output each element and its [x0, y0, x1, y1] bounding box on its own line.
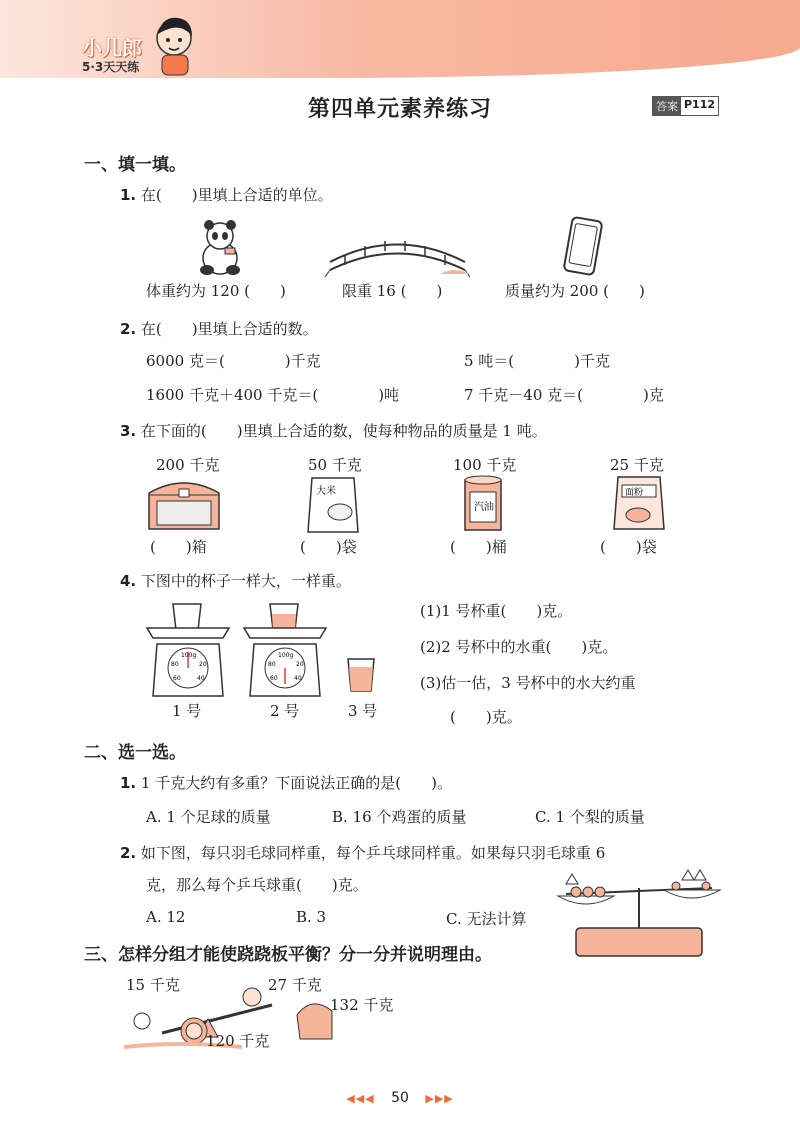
dial-mark-60-1: 60 [173, 675, 181, 682]
seesaw-weight-120: 120 千克 [206, 1032, 270, 1050]
dial-mark-20-2: 20 [296, 661, 304, 668]
dial-mark-80-1: 80 [171, 661, 179, 668]
s1-q2-text: 在( )里填上合适的数。 [140, 320, 318, 338]
page-number: 50 [391, 1090, 409, 1106]
panda-illustration [195, 218, 245, 278]
q4-sub-2: (2)2 号杯中的水重( )克。 [420, 638, 618, 656]
s2-q1 [120, 772, 452, 793]
s1-q4-text: 下图中的杯子一样大，一样重。 [140, 572, 351, 590]
page-title: 第四单元素养练习 [307, 97, 492, 122]
cup-label-2: 2 号 [270, 702, 300, 720]
s2-q1-num: 1. [120, 774, 137, 792]
oil-barrel-illustration [462, 474, 504, 534]
s2-q1-option-b: B. 16 个鸡蛋的质量 [332, 808, 467, 826]
s2-q1-option-a: A. 1 个足球的质量 [146, 808, 271, 826]
s2-q2 [120, 842, 605, 863]
q2-line-3: 1600 千克＋400 千克＝( )吨 [146, 386, 400, 404]
scale-cup-1 [143, 600, 233, 698]
q2-line-4: 7 千克－40 克＝( )克 [464, 386, 664, 404]
flour-bag-label: 面粉 [625, 488, 644, 498]
brand-logo: 小儿郎 [82, 36, 142, 60]
s1-q2 [120, 318, 318, 339]
rice-bag-illustration [304, 474, 362, 536]
dial-mark-20-1: 20 [199, 661, 207, 668]
q3-blank-rice: ( )袋 [300, 538, 357, 556]
dial-mark-60-2: 60 [270, 675, 278, 682]
s1-q4-num: 4. [120, 572, 137, 590]
s2-q2-text-line1: 如下图，每只羽毛球同样重，每个乒乓球同样重。如果每只羽毛球重 6 [140, 844, 606, 862]
phone-illustration [562, 215, 604, 277]
s2-q2-option-b: B. 3 [296, 908, 327, 926]
seesaw-weight-132: 132 千克 [330, 996, 394, 1014]
q3-weight-box: 200 千克 [156, 456, 220, 474]
q4-sub-1: (1)1 号杯重( )克。 [420, 602, 573, 620]
s1-q1 [120, 184, 333, 205]
prev-arrows-icon: ◀◀◀ [346, 1092, 375, 1105]
answer-reference [652, 96, 719, 116]
q2-line-1: 6000 克＝( )千克 [146, 352, 321, 370]
q4-sub-3-blank: ( )克。 [450, 708, 522, 726]
s2-q2-text-line2: 克，那么每个乒乓球重( )克。 [146, 876, 368, 894]
s2-q1-option-c: C. 1 个梨的质量 [535, 808, 645, 826]
mascot-boy-illustration [150, 8, 200, 78]
cup-label-1: 1 号 [172, 702, 202, 720]
s1-q1-num: 1. [120, 186, 137, 204]
q3-blank-flour: ( )袋 [600, 538, 657, 556]
q3-weight-rice: 50 千克 [308, 456, 362, 474]
section-1-heading: 一、填一填。 [84, 155, 186, 175]
answer-label: 答案 [653, 97, 681, 115]
q3-weight-barrel: 100 千克 [453, 456, 517, 474]
s1-q2-num: 2. [120, 320, 137, 338]
q2-line-2: 5 吨＝( )千克 [464, 352, 611, 370]
q3-blank-barrel: ( )桶 [450, 538, 507, 556]
s2-q1-text: 1 千克大约有多重？下面说法正确的是( )。 [140, 774, 452, 792]
s2-q2-num: 2. [120, 844, 137, 862]
box-illustration [145, 475, 223, 533]
scale-cup-2 [240, 600, 330, 698]
s2-q2-option-a: A. 12 [146, 908, 186, 926]
cup-label-3: 3 号 [348, 702, 378, 720]
q1-item-panda: 体重约为 120 ( ) [146, 282, 286, 300]
q1-item-bridge: 限重 16 ( ) [342, 282, 443, 300]
section-3-heading: 三、怎样分组才能使跷跷板平衡？分一分并说明理由。 [84, 945, 492, 965]
q3-weight-flour: 25 千克 [610, 456, 664, 474]
bridge-illustration [325, 222, 470, 277]
s1-q3 [120, 420, 547, 441]
flour-bag-illustration [612, 473, 666, 533]
answer-page: P112 [684, 98, 716, 111]
q1-item-phone: 质量约为 200 ( ) [505, 282, 645, 300]
s2-q2-option-c: C. 无法计算 [446, 910, 527, 928]
dial-mark-40-1: 40 [197, 675, 205, 682]
page-footer [0, 1090, 800, 1106]
q4-sub-3: (3)估一估，3 号杯中的水大约重 [420, 674, 636, 692]
s1-q3-text: 在下面的( )里填上合适的数，使每种物品的质量是 1 吨。 [140, 422, 547, 440]
seesaw-weight-27: 27 千克 [268, 976, 322, 994]
cup-3-illustration [344, 655, 378, 695]
dial-mark-80-2: 80 [268, 661, 276, 668]
balance-scale-illustration [556, 866, 722, 958]
series-name: 5·3天天练 [82, 60, 140, 74]
dial-mark-40-2: 40 [294, 675, 302, 682]
s1-q3-num: 3. [120, 422, 137, 440]
section-2-heading: 二、选一选。 [84, 743, 186, 763]
oil-barrel-label: 汽油 [474, 502, 494, 513]
next-arrows-icon: ▶▶▶ [425, 1092, 454, 1105]
dial-unit-2: 100g [278, 652, 294, 659]
rice-bag-label: 大米 [316, 486, 336, 497]
s1-q1-text: 在( )里填上合适的单位。 [140, 186, 333, 204]
s1-q4 [120, 570, 351, 591]
dial-unit-1: 100g [181, 652, 197, 659]
seesaw-weight-15: 15 千克 [126, 976, 180, 994]
q3-blank-box: ( )箱 [150, 538, 207, 556]
